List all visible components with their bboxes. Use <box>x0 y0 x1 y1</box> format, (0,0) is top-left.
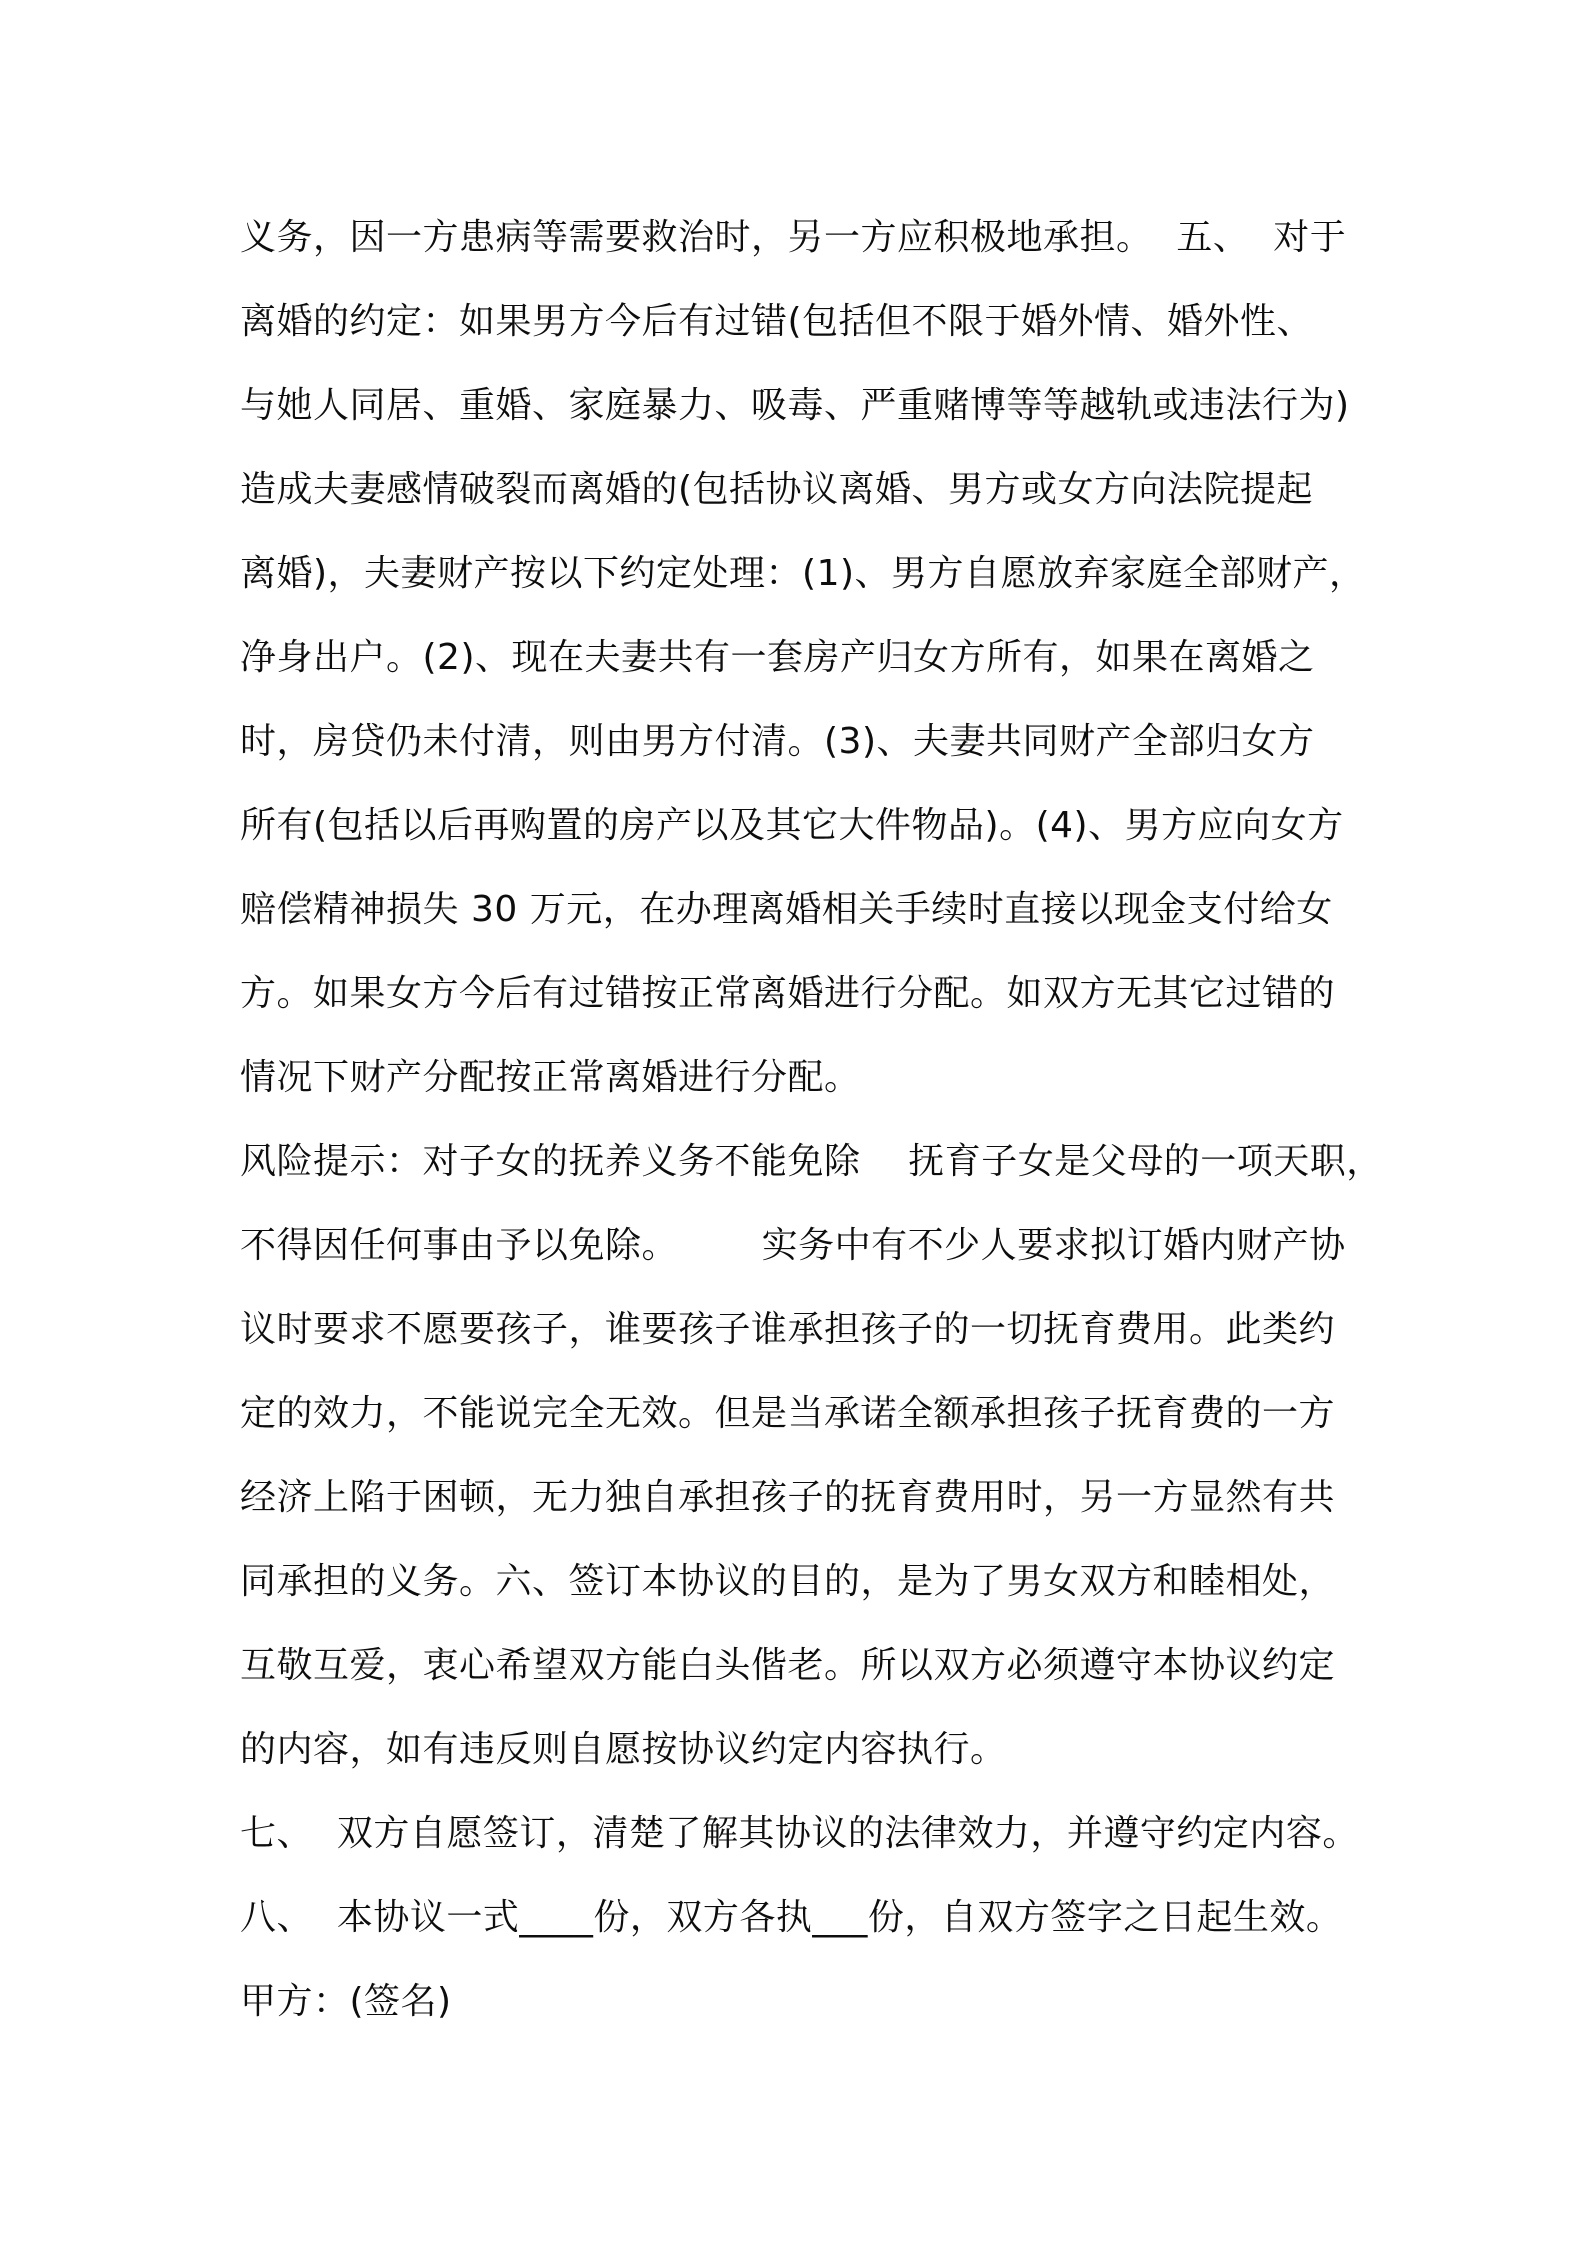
text-line: 不得因任何事由予以免除。 实务中有不少人要求拟订婚内财产协 <box>240 1225 1346 1266</box>
text-line: 时，房贷仍未付清，则由男方付清。(3)、夫妻共同财产全部归女方 <box>240 721 1315 762</box>
text-line: 互敬互爱，衷心希望双方能白头偕老。所以双方必须遵守本协议约定 <box>240 1645 1336 1686</box>
party-a-signature-line: 甲方：(签名) <box>240 1981 452 2022</box>
text-line: 造成夫妻感情破裂而离婚的(包括协议离婚、男方或女方向法院提起 <box>240 469 1314 510</box>
text-line: 情况下财产分配按正常离婚进行分配。 <box>240 1057 861 1098</box>
text-line: 赔偿精神损失 30 万元，在办理离婚相关手续时直接以现金支付给女 <box>240 889 1333 930</box>
text-line: 经济上陷于困顿，无力独自承担孩子的抚育费用时，另一方显然有共 <box>240 1477 1336 1518</box>
text-line: 定的效力，不能说完全无效。但是当承诺全额承担孩子抚育费的一方 <box>240 1393 1336 1434</box>
clause-seven-line: 七、 双方自愿签订，清楚了解其协议的法律效力，并遵守约定内容。 <box>240 1813 1359 1854</box>
text-line: 同承担的义务。六、签订本协议的目的，是为了男女双方和睦相处， <box>240 1561 1336 1602</box>
risk-notice-line: 风险提示：对子女的抚养义务不能免除 抚育子女是父母的一项天职， <box>240 1141 1383 1182</box>
clause-eight-line: 八、 本协议一式____份，双方各执___份，自双方签字之日起生效。 <box>240 1897 1343 1938</box>
text-line: 离婚)，夫妻财产按以下约定处理：(1)、男方自愿放弃家庭全部财产， <box>240 553 1366 594</box>
text-line: 方。如果女方今后有过错按正常离婚进行分配。如双方无其它过错的 <box>240 973 1336 1014</box>
text-line: 议时要求不愿要孩子，谁要孩子谁承担孩子的一切抚育费用。此类约 <box>240 1309 1336 1350</box>
text-line: 义务，因一方患病等需要救治时，另一方应积极地承担。 五、 对于 <box>240 217 1347 258</box>
text-line: 所有(包括以后再购置的房产以及其它大件物品)。(4)、男方应向女方 <box>240 805 1344 846</box>
document-body <box>240 196 1383 2044</box>
text-line: 的内容，如有违反则自愿按协议约定内容执行。 <box>240 1729 1007 1770</box>
text-line: 离婚的约定：如果男方今后有过错(包括但不限于婚外情、婚外性、 <box>240 301 1314 342</box>
text-line: 净身出户。(2)、现在夫妻共有一套房产归女方所有，如果在离婚之 <box>240 637 1315 678</box>
text-line: 与她人同居、重婚、家庭暴力、吸毒、严重赌博等等越轨或违法行为) <box>240 385 1350 426</box>
